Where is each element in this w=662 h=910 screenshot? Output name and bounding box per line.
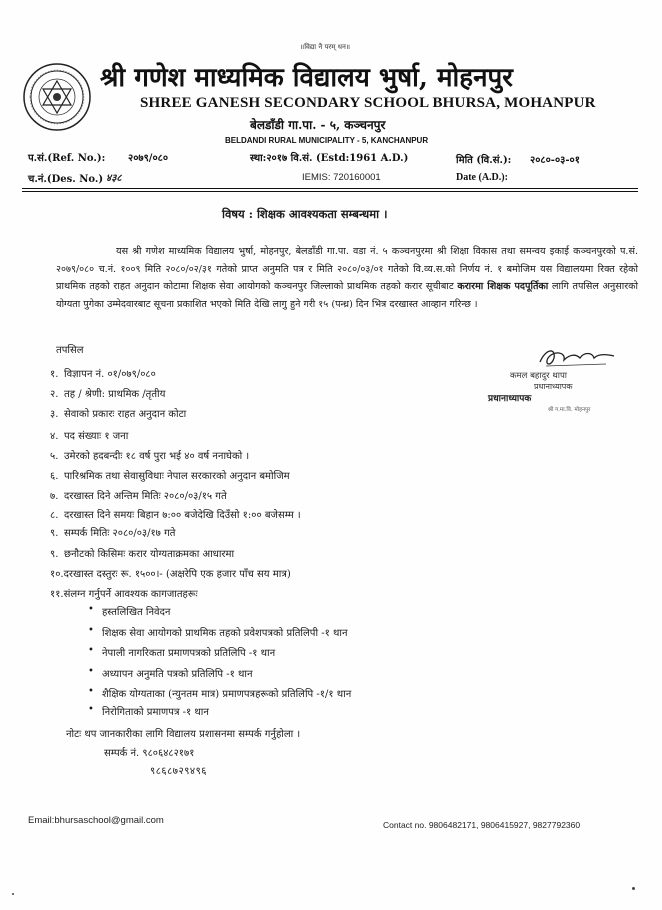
date-label: मिति (वि.सं.): <box>456 155 512 166</box>
school-motto: ॥विद्या नै परम् धन॥ <box>300 43 351 51</box>
ref-no-label: प.सं.(Ref. No.): <box>28 153 106 164</box>
date-value: २०८०-०३-०१ <box>530 155 580 166</box>
des-no-label: च.नं.(Des. No.) <box>28 174 104 185</box>
letter-page: ॥विद्या नै परम् धन॥ श्री गणेश माध्यमिक विद्यालय भुर्षा, मोहनपुर SHREE GANESH SECONDARY SCHOOL BHURSA, MOHANPUR बेलडाँडी गा.पा. - ५, कञ्चनपुर BELDANDI RURAL MUNICIPALITY - 5, KANCHANPUR प.सं.(Ref. No.): २०७९/०८० च.नं.(Des. No.) ४३८ स्था:२०१७ वि.सं. (Estd:1961 A.D.) IEMIS: 720160001 मिति (वि.सं.): २०८०-०३-०१ Date (A.D.): विषय : शिक्षक आवश्यकता सम्बन्धमा । यस श्री गणेश माध्यमिक विद्यालय भुर्षा, मोहनपुर, बेलडाँडी गा.पा. वडा नं. ५ कञ्चनपुरमा श्री शिक्षा विकास तथा समन्वय इकाई कञ्चनपुरको प.सं. २०७९/०८० च.नं. १००९ मिति २०८०/०२/३१ गतेको प्राप्त अनुमति पत्र र मिति २०८०/०३/०१ गतेको वि.व्य.स.को निर्णय नं. १ बमोजिम यस विद्यालयमा रिक्त रहेको प्राथमिक तहको राहत अनुदान कोटामा शिक्षक सेवा आयोगको कञ्चनपुर जिल्लाको प्राथमिक तहको करार सूचीबाट करारमा शिक्षक पदपूर्तिका लागि तपसिल अनुसारको योग्यता पुगेका उम्मेदवारबाट सूचना प्रकाशित भएको मिति देखि लागु हुने गरी १५ (पन्ध्र) दिन भित्र दरखास्त आव्हान गरिन्छ । तपसिल कमल बहादुर थापा प्रधानाध्यापक प्रधानाध्यापक श्री ग.मा.वि. मोहनपुर १. विज्ञापन नं. ०१/०७९/०८० २. तह / श्रेणी: प्राथमिक /तृतीय ३. सेवाको प्रकारः राहत अनुदान कोटा ४. पद संख्याः १ जना ५. उमेरको हदबन्दीः १८ वर्ष पुरा भई ४० वर्ष ननाघेको । ६. पारिश्रमिक तथा सेवासुविधाः नेपाल सरकारको अनुदान बमोजिम ७. दरखास्त दिने अन्तिम मितिः २०८०/०३/१५ गते ८. दरखास्त दिने समयः बिहान ७:०० बजेदेखि दिउँसो १:०० बजेसम्म । ९. सम्पर्क मितिः २०८०/०३/१७ गते ९. छनौटको किसिमः करार योग्यताक्रमका आधारमा १०.दरखास्त दस्तुरः रू. १५००।- (अक्षरेपि एक हजार पाँच सय मात्र) ११.संलग्न गर्नुपर्ने आवश्यक कागजातहरूः • हस्तलिखित निवेदन • शिक्षक सेवा आयोगको प्राथमिक तहको प्रवेशपत्रको प्रतिलिपी -१ थान • नेपाली नागरिकता प्रमाणपत्रको प्रतिलिपि -१ थान • अध्यापन अनुमति पत्रको प्रतिलिपि -१ थान • शैक्षिक योग्यताका (न्युनतम मात्र) प्रमाणपत्रहरूको प्रतिलिपि -१/१ थान • निरोगिताको प्रमाणपत्र -१ थान नोटः थप जानकारीका लागि विद्यालय प्रशासनमा सम्पर्क गर्नुहोला । सम्पर्क नं. ९८०६४८२१७१ ९८६८७२९४९६ Email:bhursaschool@gmail.com Contact no. 9806482171, 9806415927, 9827792360 <box>0 0 662 910</box>
subject-line: विषय : शिक्षक आवश्यकता सम्बन्धमा । <box>222 207 388 221</box>
body-text-part1: यस श्री गणेश माध्यमिक विद्यालय भुर्षा, मोहनपुर, बेलडाँडी गा.पा. वडा नं. ५ कञ्चनपुरमा श्री शिक्षा विकास तथा समन्वय इकाई कञ्चनपुरको प.सं. २०७९/०८० च.नं. १००९ मिति २०८०/०२/३१ गतेको प्राप्त अनुमति पत्र र मिति २०८०/०३/०१ गतेको वि.व्य.स.को निर्णय नं. १ बमोजिम यस विद्यालयमा रिक्त रहेको प्राथमिक तहको राहत अनुदान कोटामा शिक्षक सेवा आयोगको कञ्चनपुर जिल्लाको प्राथमिक तहको करार सूचीबाट <box>56 246 638 293</box>
header-divider <box>22 188 638 189</box>
scan-speck <box>632 887 635 890</box>
body-paragraph <box>56 243 638 313</box>
note-line: नोटः थप जानकारीका लागि विद्यालय प्रशासनमा सम्पर्क गर्नुहोला । <box>66 729 301 740</box>
school-name-english: SHREE GANESH SECONDARY SCHOOL BHURSA, MOHANPUR <box>140 95 596 111</box>
signatory-name: कमल बहादुर थापा <box>510 371 567 381</box>
list-item-fee: १०.दरखास्त दस्तुरः रू. १५००।- (अक्षरेपि एक हजार पाँच सय मात्र) <box>50 569 291 580</box>
scan-speck <box>12 893 14 895</box>
signature-mark <box>536 344 620 372</box>
footer-contact: Contact no. 9806482171, 9806415927, 9827792360 <box>383 820 581 830</box>
body-text-emphasis: करारमा शिक्षक पदपूर्तिका <box>457 281 549 293</box>
ref-no-value: २०७९/०८० <box>128 153 169 164</box>
date-ad-label: Date (A.D.): <box>456 172 508 183</box>
address-english: BELDANDI RURAL MUNICIPALITY - 5, KANCHANPUR <box>225 136 429 145</box>
signatory-role: प्रधानाध्यापक <box>534 382 573 391</box>
school-name-nepali: श्री गणेश माध्यमिक विद्यालय भुर्षा, मोहनपुर <box>100 63 513 93</box>
des-no-value: ४३८ <box>106 173 122 184</box>
signatory-stamp-subtext: श्री ग.मा.वि. मोहनपुर <box>548 407 591 413</box>
address-nepali: बेलडाँडी गा.पा. - ५, कञ्चनपुर <box>250 118 386 132</box>
footer-email: Email:bhursaschool@gmail.com <box>28 815 164 826</box>
established-date: स्था:२०१७ वि.सं. (Estd:1961 A.D.) <box>250 153 409 164</box>
body-text-part2: लागि तपसिल अनुसारको योग्यता पुगेका उम्मेदवारबाट सूचना प्रकाशित भएको मिति देखि लागु हुने गरी १५ (पन्ध्र) दिन भित्र दरखास्त आव्हान गरिन्छ । <box>56 281 638 310</box>
contact-number-2: ९८६८७२९४९६ <box>150 766 207 777</box>
school-emblem-logo <box>22 62 92 132</box>
header-divider-thin <box>22 191 638 192</box>
list-item-documents-heading: ११.संलग्न गर्नुपर्ने आवश्यक कागजातहरूः <box>50 589 198 600</box>
tapsil-heading: तपसिल <box>56 345 84 356</box>
signatory-stamp: प्रधानाध्यापक <box>488 394 532 404</box>
iemis-code: IEMIS: 720160001 <box>302 172 381 183</box>
contact-number-1: सम्पर्क नं. ९८०६४८२१७१ <box>104 748 195 759</box>
